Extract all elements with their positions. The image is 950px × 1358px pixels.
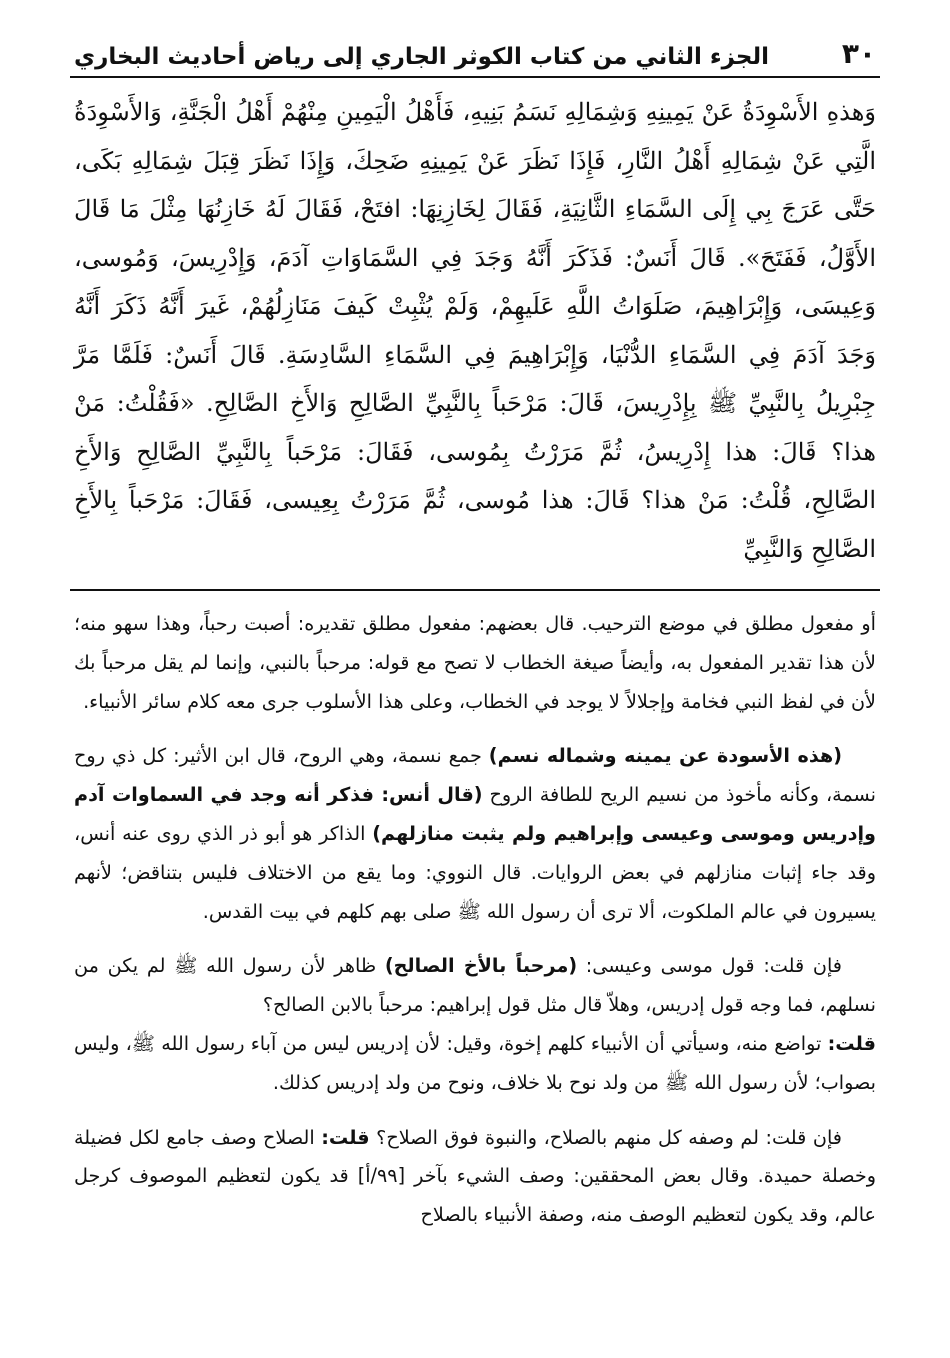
commentary-text: أو مفعول مطلق في موضع الترحيب. قال بعضهم: مفعول مطلق تقديره: أصبت رحباً، وهذا سهو منه؛ لأن هذا تقدير المفعول به، وأيضاً صيغة الخطاب لا تصح مع قوله: مرحباً بالنبي، وإنما لم يقل مرحباً بك لأن في لفظ النبي فخامة وإجلالاً لا يوجد في الخطاب، وعلى هذا الأسلوب جرى معه كلام سائر الأنبياء. xyxy=(74,612,876,713)
commentary-text: فإن قلت: لم وصفه كل منهم بالصلاح، والنبوة فوق الصلاح؟ xyxy=(369,1125,842,1149)
commentary-paragraph-2 xyxy=(74,737,876,931)
quoted-phrase: (هذه الأسودة عن يمينه وشماله نسم) xyxy=(488,744,842,768)
commentary-text: فإن قلت: قول موسى وعيسى: xyxy=(577,954,842,978)
commentary-text: جمع نسمة، وهي الروح، قال ابن الأثير: كل ذي روح نسمة، وكأنه مأخوذ من نسيم الريح للطافة الروح xyxy=(74,744,876,807)
page-number: ٣٠ xyxy=(841,37,876,70)
quoted-phrase: (مرحباً بالأخ الصالح) xyxy=(384,954,578,978)
book-page xyxy=(70,30,880,1251)
commentary-text: تواضع منه، وسيأتي أن الأنبياء كلهم إخوة، وقيل: لأن إدريس ليس من آباء رسول الله ﷺ، وليس بصواب؛ لأن رسول الله ﷺ من ولد نوح بلا خلاف، ونوح من ولد إدريس كذلك. xyxy=(74,1031,876,1094)
commentary-text: الذاكر هو أبو ذر الذي روى عنه أنس، وقد جاء إثبات منازلهم في بعض الروايات. قال النووي: وما يقع من الاختلاف فليس بتناقض؛ لأنهم يسيرون في عالم الملكوت، ألا ترى أن رسول الله ﷺ صلى بهم كلهم في بيت القدس. xyxy=(74,821,876,923)
commentary-text: الصلاح وصف جامع لكل فضيلة وخصلة حميدة. وقال بعض المحققين: وصف الشيء بآخر [٩٩/أ] قد يكون لتعظيم الموصوف كرجل عالم، وقد يكون لتعظيم الوصف منه، وصفة الأنبياء بالصلاح xyxy=(74,1125,877,1227)
commentary-paragraph-3 xyxy=(74,947,876,1102)
commentary-block xyxy=(70,605,880,1235)
answer-marker: قلت: xyxy=(321,1125,370,1149)
page-header xyxy=(70,30,880,78)
answer-marker: قلت: xyxy=(827,1031,876,1055)
quoted-phrase: (قال أنس: فذكر أنه وجد في السماوات آدم وإدريس وموسى وعيسى وإبراهيم ولم يثبت منازلهم) xyxy=(74,783,876,845)
hadith-text-block xyxy=(70,88,880,573)
commentary-paragraph-1 xyxy=(74,605,876,721)
running-title: الجزء الثاني من كتاب الكوثر الجاري إلى رياض أحاديث البخاري xyxy=(74,44,770,70)
commentary-text: ظاهر لأن رسول الله ﷺ لم يكن من نسلهم، فما وجه قول إدريس، وهلاّ قال مثل قول إبراهيم: مرحباً بالابن الصالح؟ xyxy=(74,954,876,1017)
footnote-separator xyxy=(70,589,880,591)
hadith-paragraph: وَهذهِ الأَسْوِدَةُ عَنْ يَمِينِهِ وَشِمَالِهِ نَسَمُ بَنِيهِ، فَأَهْلُ الْيَمِينِ مِنْهُمْ أَهْلُ الْجَنَّةِ، وَالأَسْوِدَةُ الَّتِي عَنْ شِمَالِهِ أَهْلُ النَّارِ، فَإِذَا نَظَرَ عَنْ يَمِينِهِ ضَحِكَ، وَإِذَا نَظَرَ قِبَلَ شِمَالِهِ بَكَى، حَتَّى عَرَجَ بِي إِلَى السَّمَاءِ الثَّانِيَةِ، فَقَالَ لِخَازِنِهَا: افتَحْ، فَقَالَ لَهُ خَازِنُهَا مِثْلَ مَا قَالَ الأَوَّلُ، فَفَتَحَ». قَالَ أَنَسٌ: فَذَكَرَ أَنَّهُ وَجَدَ فِي السَّمَاوَاتِ آدَمَ، وَإِدْرِيسَ، وَمُوسى، وَعِيسَى، وَإِبْرَاهِيمَ، صَلَوَاتُ اللَّهِ عَلَيهِمْ، وَلَمْ يُثْبِتْ كَيفَ مَنَازِلُهُمْ، غَيرَ أَنَّهُ ذَكَرَ أَنَّهُ وَجَدَ آدَمَ فِي السَّمَاءِ الدُّنْيَا، وَإِبْرَاهِيمَ فِي السَّمَاءِ السَّادِسَةِ. قَالَ أَنَسٌ: فَلَمَّا مَرَّ جِبْرِيلُ بِالنَّبِيِّ ﷺ بِإِدْرِيسَ، قَالَ: مَرْحَباً بِالنَّبِيِّ الصَّالِحِ وَالأَخِ الصَّالِحِ. «فَقُلْتُ: مَنْ هذا؟ قَالَ: هذا إِدْرِيسُ، ثُمَّ مَرَرْتُ بِمُوسى، فَقَالَ: مَرْحَباً بِالنَّبِيِّ الصَّالِحِ وَالأَخِ الصَّالِحِ، قُلْتُ: مَنْ هذا؟ قَالَ: هذا مُوسى، ثُمَّ مَرَرْتُ بِعِيسى، فَقَالَ: مَرْحَباً بِالأَخِ الصَّالِحِ وَالنَّبِيِّ xyxy=(74,98,876,563)
commentary-paragraph-4 xyxy=(74,1119,876,1235)
